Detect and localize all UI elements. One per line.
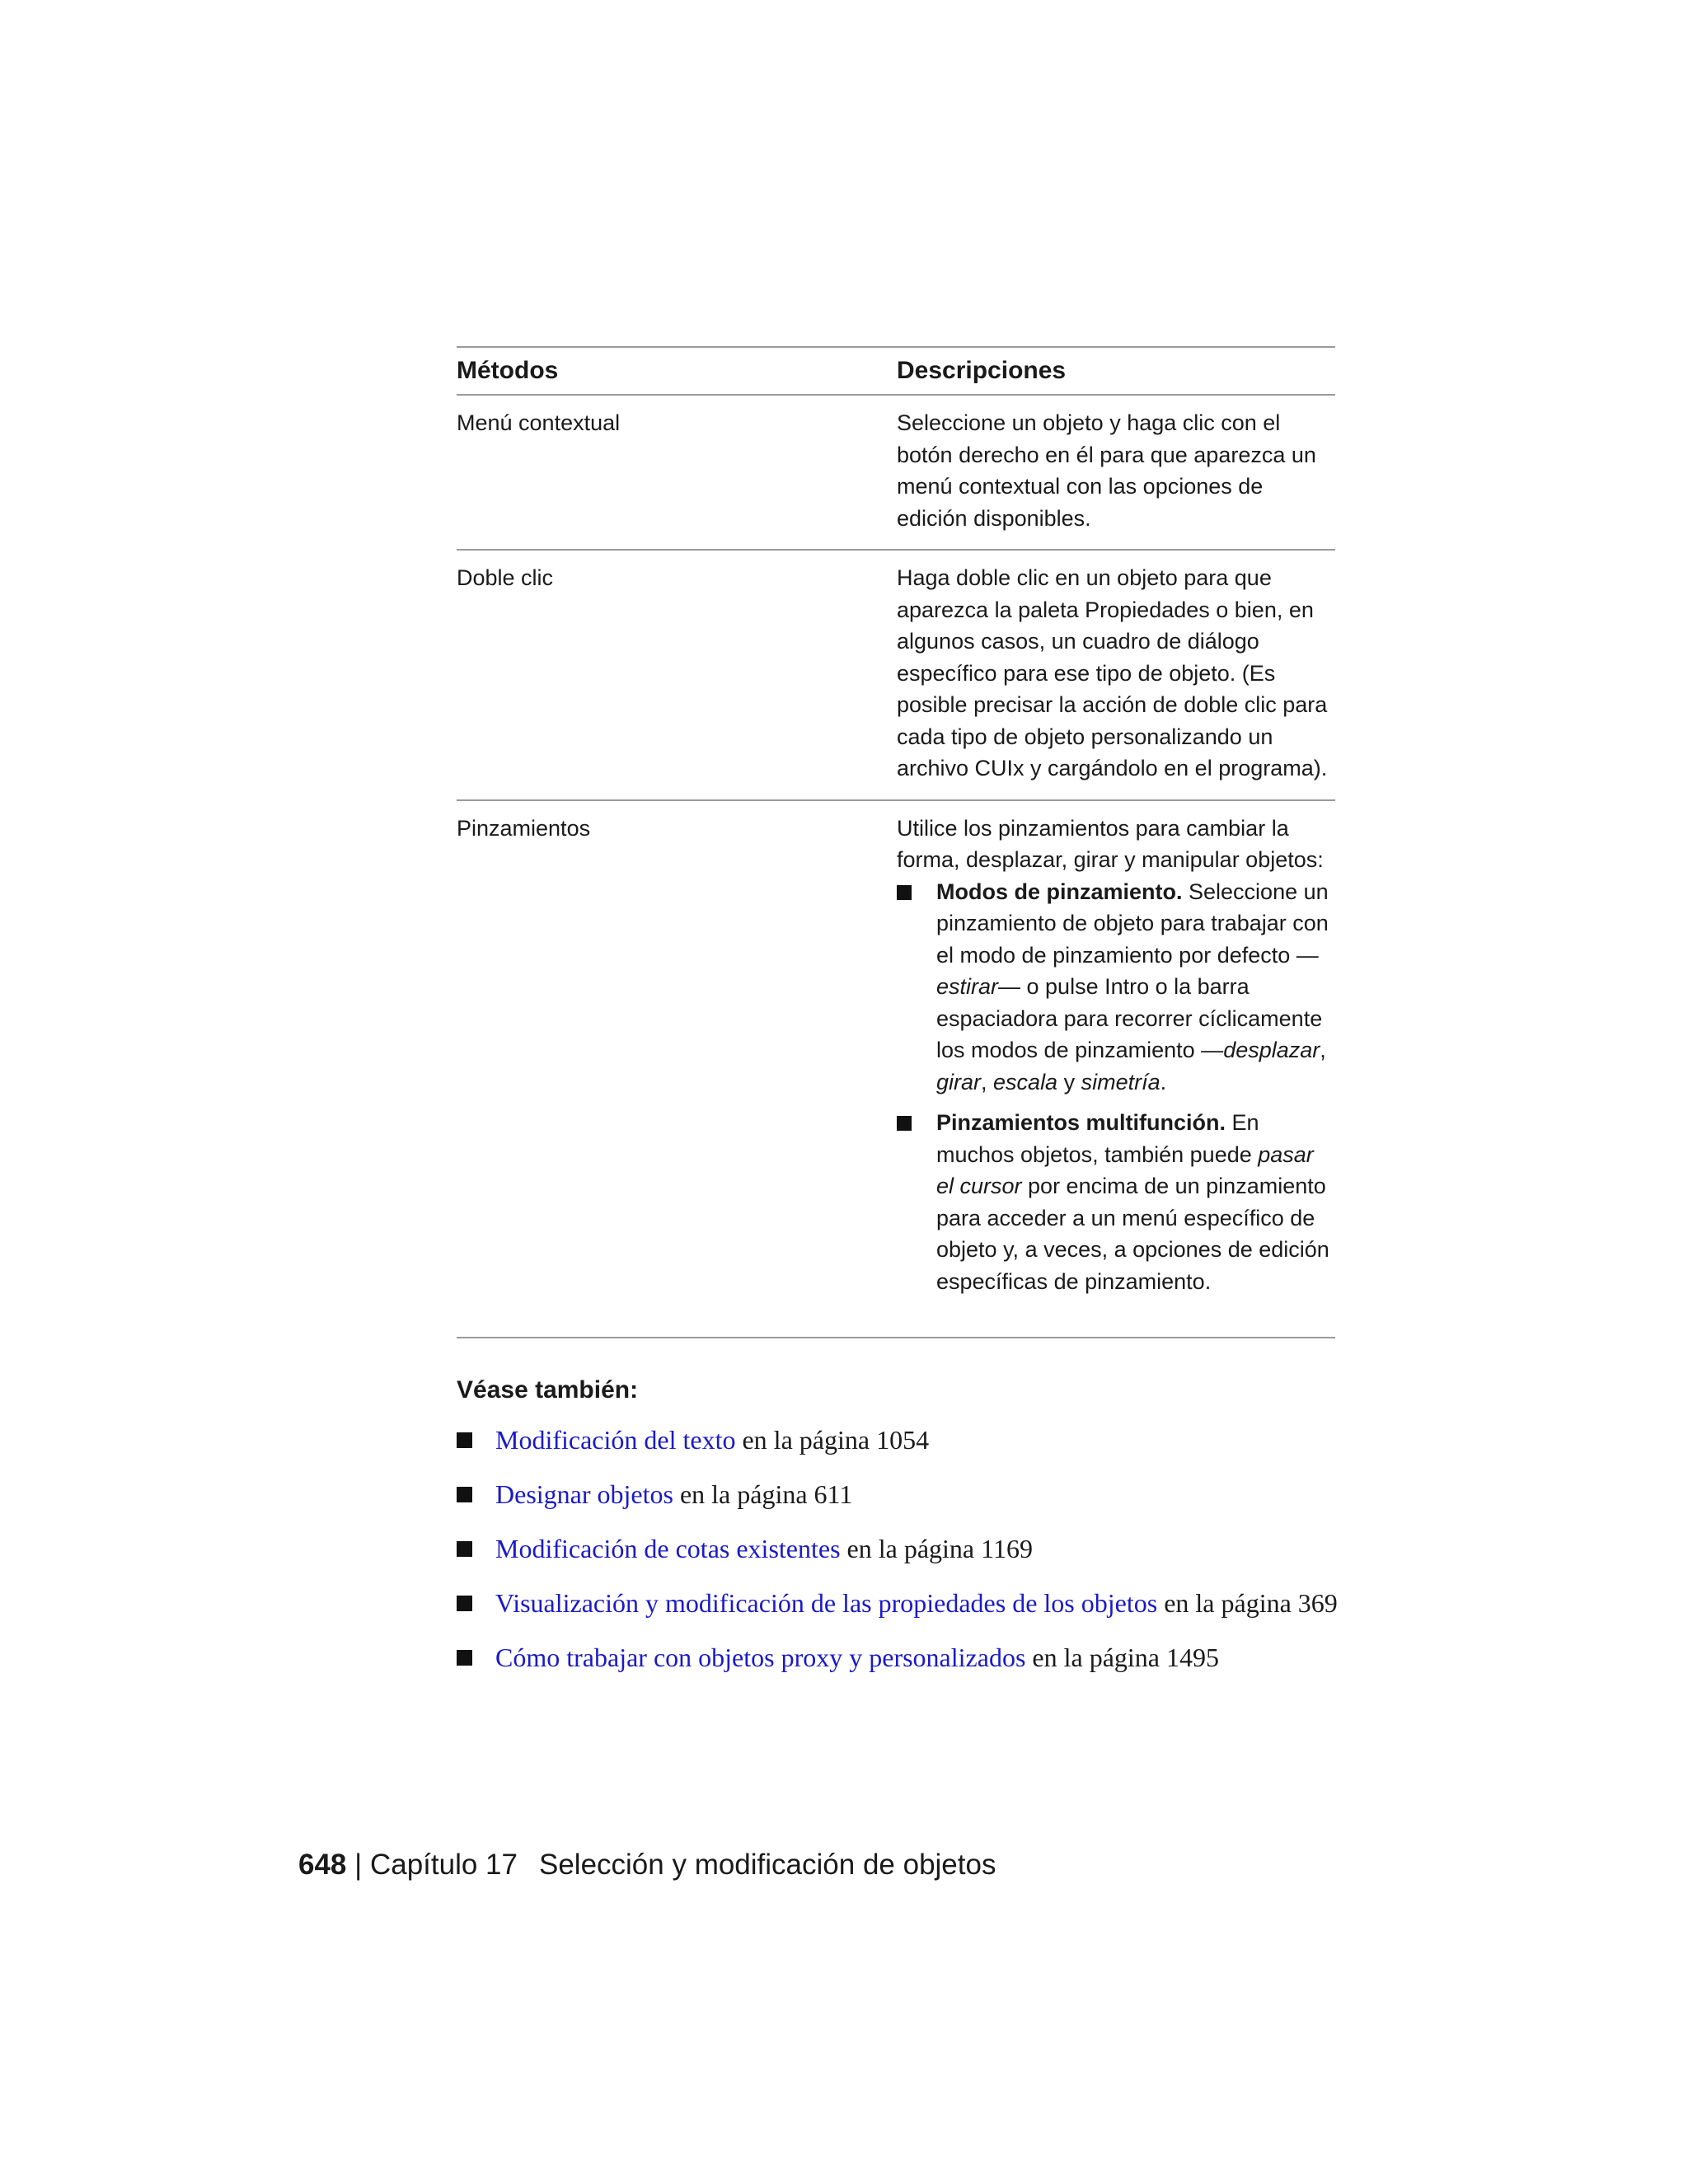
square-bullet-icon bbox=[457, 1432, 472, 1448]
bullet-emphasis: desplazar bbox=[1223, 1038, 1320, 1062]
table-header-row bbox=[457, 348, 1335, 396]
description-text: Haga doble clic en un objeto para que aparezca la paleta Propiedades o bien, en algunos casos, un cuadro de diálogo específico para ese tipo de objeto. (Es posible precisar la acción de doble clic para cada tipo de objeto personalizando un archivo CUIx y cargándolo en el programa). bbox=[897, 565, 1328, 780]
method-cell: Doble clic bbox=[457, 565, 554, 590]
method-cell: Pinzamientos bbox=[457, 815, 591, 841]
bullet-emphasis: escala bbox=[993, 1069, 1058, 1094]
square-bullet-icon bbox=[457, 1650, 472, 1666]
table-row bbox=[457, 801, 1335, 1339]
list-item bbox=[457, 1642, 1347, 1674]
table-row bbox=[457, 396, 1335, 551]
square-bullet-icon bbox=[457, 1487, 472, 1502]
page-number: 648 bbox=[298, 1849, 347, 1881]
page-reference: en la página 1169 bbox=[840, 1534, 1033, 1563]
bullet-emphasis: girar bbox=[936, 1069, 982, 1094]
list-item bbox=[457, 1479, 1347, 1511]
description-text: Utilice los pinzamientos para cambiar la forma, desplazar, girar y manipular objetos: bbox=[897, 815, 1324, 872]
bullet-fragment: . bbox=[1160, 1069, 1167, 1094]
bullet-emphasis: pasar el cursor bbox=[936, 1141, 1314, 1198]
list-item bbox=[897, 1107, 1335, 1297]
chapter-title: Selección y modificación de objetos bbox=[538, 1849, 996, 1881]
description-text: Seleccione un objeto y haga clic con el botón derecho en él para que aparezca un menú contextual con las opciones de edición disponibles. bbox=[897, 410, 1316, 531]
description-cell bbox=[897, 396, 1335, 549]
bullet-term: Modos de pinzamiento. bbox=[936, 879, 1183, 904]
cross-reference-link[interactable]: Modificación del texto bbox=[495, 1425, 736, 1455]
bullet-fragment: En muchos objetos, también puede bbox=[936, 1110, 1259, 1167]
bullet-fragment: y bbox=[1057, 1069, 1081, 1094]
bullet-text bbox=[936, 876, 1335, 1099]
square-bullet-icon bbox=[897, 885, 912, 900]
see-also-entry bbox=[495, 1587, 1338, 1619]
cross-reference-link[interactable]: Cómo trabajar con objetos proxy y personalizados bbox=[495, 1643, 1026, 1672]
square-bullet-icon bbox=[897, 1116, 912, 1131]
see-also-entry bbox=[495, 1533, 1033, 1565]
description-cell bbox=[897, 801, 1335, 1338]
square-bullet-icon bbox=[457, 1596, 472, 1611]
bullet-fragment: Seleccione un pinzamiento de objeto para trabajar con el modo de pinzamiento por defecto — bbox=[936, 879, 1329, 968]
see-also-entry bbox=[495, 1642, 1219, 1674]
list-item bbox=[457, 1424, 1347, 1456]
page-reference: en la página 1054 bbox=[735, 1425, 930, 1455]
method-cell: Menú contextual bbox=[457, 410, 621, 435]
page-reference: en la página 369 bbox=[1157, 1588, 1338, 1618]
table-row bbox=[457, 551, 1335, 801]
list-item bbox=[457, 1587, 1347, 1619]
cross-reference-link[interactable]: Modificación de cotas existentes bbox=[495, 1534, 841, 1563]
bullet-emphasis: simetría bbox=[1081, 1069, 1160, 1094]
bullet-emphasis: estirar bbox=[936, 974, 999, 999]
page-reference: en la página 611 bbox=[673, 1479, 853, 1509]
bullet-text bbox=[936, 1107, 1335, 1297]
methods-table bbox=[457, 346, 1335, 1338]
bullet-fragment: , bbox=[1320, 1038, 1326, 1062]
list-item bbox=[457, 1533, 1347, 1565]
list-item bbox=[897, 876, 1335, 1099]
description-cell bbox=[897, 551, 1335, 799]
header-descriptions: Descripciones bbox=[897, 357, 1067, 384]
bullet-fragment: , bbox=[981, 1069, 994, 1094]
see-also-list bbox=[457, 1424, 1347, 1696]
see-also-entry bbox=[495, 1479, 852, 1511]
cross-reference-link[interactable]: Designar objetos bbox=[495, 1479, 673, 1509]
see-also-heading: Véase también: bbox=[457, 1376, 639, 1404]
square-bullet-icon bbox=[457, 1541, 472, 1557]
chapter-label: Capítulo 17 bbox=[369, 1849, 518, 1881]
grip-bullet-list bbox=[897, 876, 1335, 1298]
bullet-fragment: por encima de un pinzamiento para acceder a un menú específico de objeto y, a veces, a opciones de edición específicas de pinzamiento. bbox=[936, 1174, 1329, 1294]
page-footer bbox=[298, 1849, 996, 1882]
bullet-fragment: — o pulse Intro o la barra espaciadora para recorrer cíclicamente los modos de pinzamiento — bbox=[936, 974, 1323, 1062]
header-methods: Métodos bbox=[457, 357, 559, 384]
cross-reference-link[interactable]: Visualización y modificación de las propiedades de los objetos bbox=[495, 1588, 1158, 1618]
footer-separator: | bbox=[346, 1849, 370, 1881]
bullet-term: Pinzamientos multifunción. bbox=[936, 1110, 1226, 1135]
see-also-entry bbox=[495, 1424, 929, 1456]
page-reference: en la página 1495 bbox=[1025, 1643, 1219, 1672]
